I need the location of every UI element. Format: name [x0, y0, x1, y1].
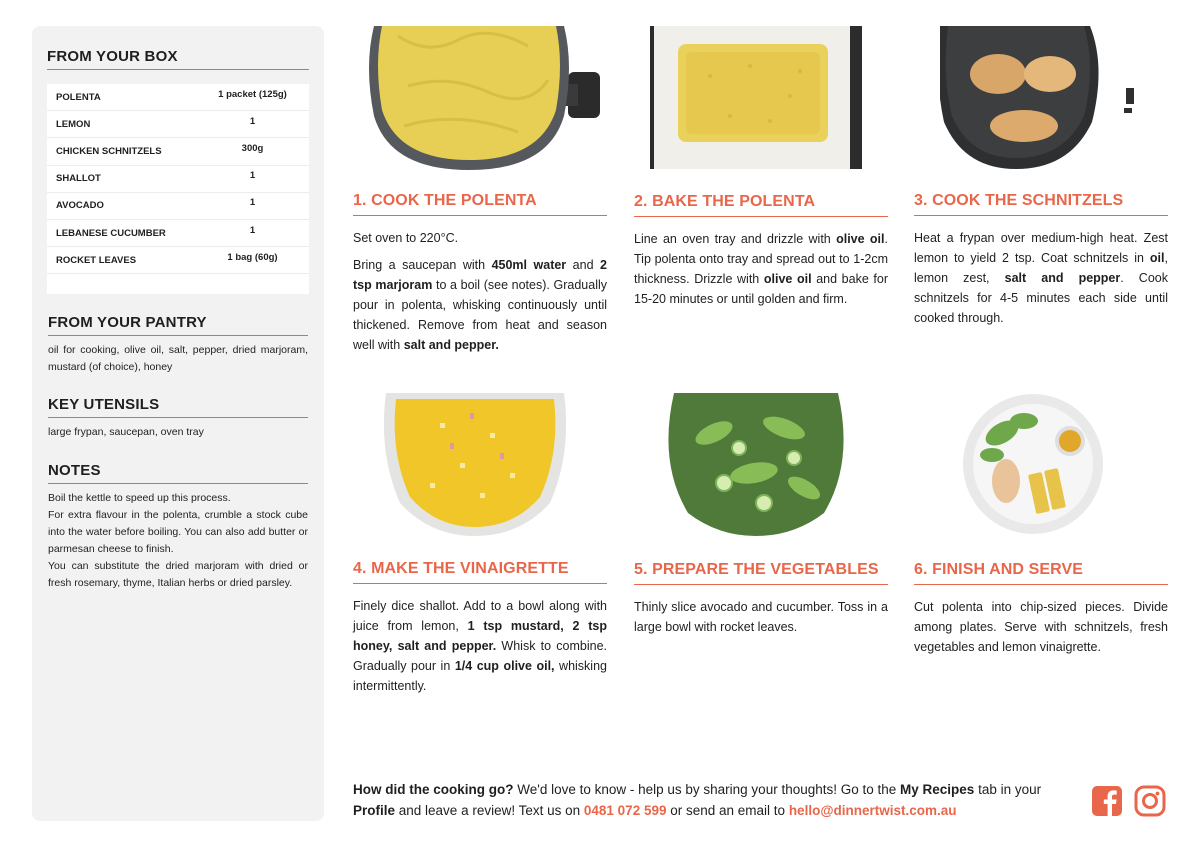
step-1	[353, 192, 607, 362]
vegetables-bowl-photo	[664, 393, 848, 536]
vinaigrette-bowl-photo	[380, 393, 570, 536]
step-text: Cut polenta into chip-sized pieces. Divide among plates. Serve with schnitzels, fresh vegetables and lemon vinaigrette.	[914, 600, 1168, 654]
step-text: whisking intermittently.	[353, 659, 607, 693]
step-emphasis: 2 tsp marjoram	[353, 258, 607, 292]
step-6	[914, 561, 1168, 664]
box-item-row	[47, 220, 309, 247]
footer-text: or send an email to	[666, 803, 789, 818]
step-emphasis: oil	[1149, 251, 1165, 265]
pantry-section	[48, 314, 308, 376]
box-item-qty: 300g	[241, 142, 264, 154]
polenta-saucepan-photo	[368, 26, 603, 170]
box-ingredients-table	[47, 84, 309, 294]
step-emphasis: olive oil	[836, 232, 885, 246]
box-item-row	[47, 193, 309, 220]
step-text: , lemon zest,	[914, 251, 1168, 285]
instagram-icon[interactable]	[1134, 785, 1166, 817]
schnitzels-frypan-photo	[940, 26, 1162, 169]
box-item-row	[47, 166, 309, 193]
step-text: to a boil (see notes). Gradually pour in polenta, whisking continuously until thickened. Remove from heat and season well with	[353, 278, 607, 352]
finished-plate-photo	[962, 393, 1104, 536]
step-paragraph	[634, 229, 888, 309]
utensils-heading: KEY UTENSILS	[48, 396, 308, 418]
step-body	[634, 597, 888, 637]
box-item-name: ROCKET LEAVES	[56, 254, 137, 266]
step-3	[914, 192, 1168, 335]
step-body	[914, 228, 1168, 328]
box-item-qty: 1	[249, 197, 256, 209]
step-text: . Cook schnitzels for 4-5 minutes each side until cooked through.	[914, 271, 1168, 325]
polenta-tray-photo	[650, 26, 862, 169]
step-paragraph	[353, 228, 607, 248]
box-item-name: LEBANESE CUCUMBER	[56, 227, 166, 239]
box-item-name: AVOCADO	[56, 200, 104, 212]
notes-section	[48, 462, 308, 592]
note-line: Boil the kettle to speed up this process.	[48, 492, 231, 504]
step-text: . Tip polenta onto tray and spread out to 1-2cm thickness. Drizzle with	[634, 232, 888, 286]
step-text: Set oven to 220°C.	[353, 231, 459, 245]
note-line: For extra flavour in the polenta, crumble a stock cube into the water before boiling. You can also add butter or parmesan cheese to finish.	[48, 509, 308, 555]
box-item-qty: 1	[249, 170, 256, 182]
step-paragraph	[914, 597, 1168, 657]
step-emphasis: olive oil	[763, 272, 812, 286]
utensils-text: large frypan, saucepan, oven tray	[48, 426, 204, 438]
box-item-qty: 1 packet (125g)	[218, 88, 287, 100]
feedback-footer	[353, 779, 1073, 821]
step-body	[353, 596, 607, 696]
step-emphasis: 450ml water	[491, 258, 567, 272]
box-item-row	[47, 111, 309, 138]
step-4	[353, 560, 607, 703]
profile-link[interactable]: Profile	[353, 803, 396, 818]
box-item-row	[47, 247, 309, 274]
phone-link[interactable]: 0481 072 599	[583, 803, 667, 818]
step-title: 5. PREPARE THE VEGETABLES	[634, 561, 888, 585]
step-title: 3. COOK THE SCHNITZELS	[914, 192, 1168, 216]
step-title: 2. BAKE THE POLENTA	[634, 193, 888, 217]
step-text: and bake for 15-20 minutes or until golden and firm.	[634, 272, 888, 306]
step-2	[634, 193, 888, 316]
footer-text: tab in your	[974, 782, 1042, 797]
box-item-name: CHICKEN SCHNITZELS	[56, 145, 162, 157]
step-5	[634, 561, 888, 644]
step-paragraph	[353, 596, 607, 696]
step-text: Line an oven tray and drizzle with	[634, 232, 837, 246]
footer-question: How did the cooking go?	[353, 782, 514, 797]
step-emphasis: salt and pepper	[1004, 271, 1121, 285]
step-paragraph	[634, 597, 888, 637]
box-item-row	[47, 84, 309, 111]
box-item-name: LEMON	[56, 118, 91, 130]
step-title: 1. COOK THE POLENTA	[353, 192, 607, 216]
step-paragraph	[353, 255, 607, 355]
box-item-name: POLENTA	[56, 91, 101, 103]
step-body	[914, 597, 1168, 657]
step-text: Finely dice shallot. Add to a bowl along with juice from lemon,	[353, 599, 607, 633]
step-text: Bring a saucepan with	[353, 258, 492, 272]
box-item-qty: 1 bag (60g)	[227, 251, 278, 263]
box-item-row	[47, 138, 309, 165]
box-item-qty: 1	[249, 115, 256, 127]
step-emphasis: 1 tsp mustard, 2 tsp honey, salt and pepper.	[353, 619, 607, 653]
utensils-section	[48, 396, 308, 441]
step-body	[353, 228, 607, 355]
step-paragraph	[914, 228, 1168, 328]
sidebar	[32, 26, 324, 821]
note-line: You can substitute the dried marjoram with dried or fresh rosemary, thyme, Italian herbs or dried parsley.	[48, 560, 308, 589]
step-emphasis: salt and pepper.	[403, 338, 499, 352]
step-emphasis: 1/4 cup olive oil,	[454, 659, 555, 673]
email-link[interactable]: hello@dinnertwist.com.au	[788, 803, 957, 818]
box-item-qty: 1	[249, 224, 256, 236]
my-recipes-link[interactable]: My Recipes	[900, 782, 975, 797]
notes-heading: NOTES	[48, 462, 308, 484]
from-your-box-heading: FROM YOUR BOX	[47, 48, 309, 70]
step-text: and	[566, 258, 601, 272]
step-text: Whisk to combine. Gradually pour in	[353, 639, 607, 673]
step-title: 6. FINISH AND SERVE	[914, 561, 1168, 585]
footer-text: We'd love to know - help us by sharing your thoughts! Go to the	[513, 782, 901, 797]
step-text: Heat a frypan over medium-high heat. Zest lemon to yield 2 tsp. Coat schnitzels in	[914, 231, 1168, 265]
facebook-icon[interactable]	[1091, 785, 1123, 817]
pantry-heading: FROM YOUR PANTRY	[48, 314, 308, 336]
step-title: 4. MAKE THE VINAIGRETTE	[353, 560, 607, 584]
step-body	[634, 229, 888, 309]
pantry-text: oil for cooking, olive oil, salt, pepper, dried marjoram, mustard (of choice), honey	[48, 344, 308, 373]
box-item-name: SHALLOT	[56, 173, 101, 185]
step-text: Thinly slice avocado and cucumber. Toss in a large bowl with rocket leaves.	[634, 600, 888, 634]
footer-text: and leave a review! Text us on	[395, 803, 584, 818]
notes-body	[48, 490, 308, 592]
